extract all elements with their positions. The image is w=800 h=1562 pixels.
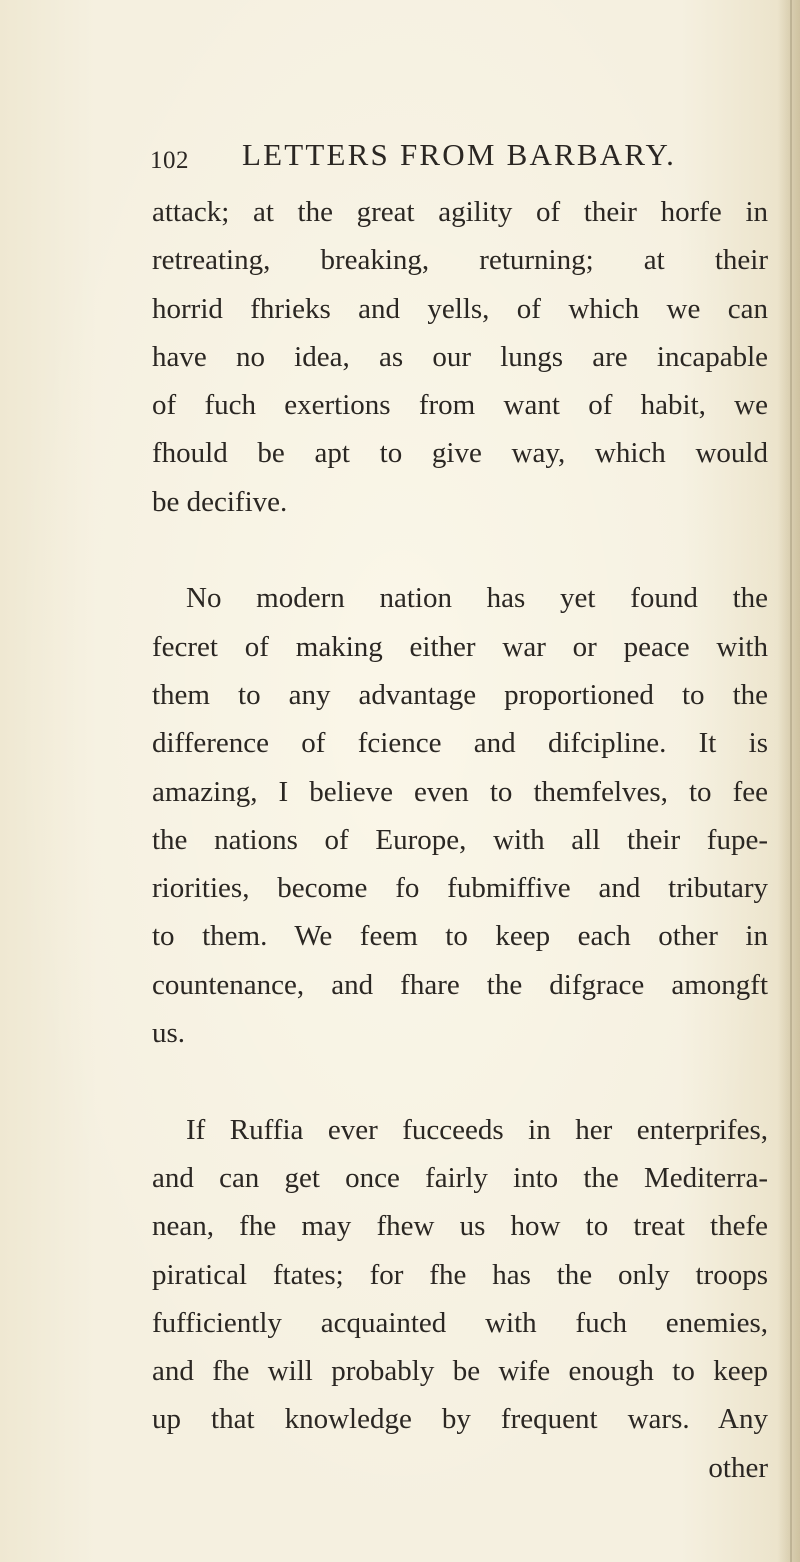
text-line: nean, fhe may fhew us how to treat thefe <box>152 1210 768 1243</box>
text-line: fufficiently acquainted with fuch enemies, <box>152 1306 768 1339</box>
page-header <box>150 137 710 177</box>
text-line: up that knowledge by frequent wars. Any <box>152 1403 768 1436</box>
text-line: If Ruffia ever fucceeds in her enterprifes, <box>186 1113 768 1146</box>
page-number: 102 <box>150 147 189 174</box>
text-line: No modern nation has yet found the <box>186 582 768 615</box>
text-line: them to any advantage proportioned to the <box>152 678 768 711</box>
paragraph-gap <box>152 526 768 574</box>
text-line: and fhe will probably be wife enough to keep <box>152 1355 768 1388</box>
text-line: the nations of Europe, with all their fupe- <box>152 823 768 856</box>
text-line: amazing, I believe even to themfelves, to fee <box>152 775 768 808</box>
text-line: to them. We feem to keep each other in <box>152 920 768 953</box>
running-head: LETTERS FROM BARBARY. <box>242 137 677 172</box>
text-line: retreating, breaking, returning; at their <box>152 244 768 277</box>
text-line: attack; at the great agility of their horfe in <box>152 196 768 228</box>
text-line: and can get once fairly into the Mediterra- <box>152 1161 768 1194</box>
body-text <box>152 188 768 1492</box>
text-line: fhould be apt to give way, which would <box>152 437 768 470</box>
paragraph-gap <box>152 1057 768 1105</box>
paragraph-1 <box>152 188 768 526</box>
paragraph-2 <box>152 574 768 1057</box>
text-line: fecret of making either war or peace with <box>152 630 768 663</box>
page-edge-shadow <box>778 0 800 1562</box>
text-line: have no idea, as our lungs are incapable <box>152 340 768 373</box>
text-line: horrid fhrieks and yells, of which we can <box>152 292 768 325</box>
text-line: be decifive. <box>152 485 288 518</box>
text-line: riorities, become fo fubmiffive and tributary <box>152 872 768 905</box>
text-line: of fuch exertions from want of habit, we <box>152 389 768 422</box>
text-line: piratical ftates; for fhe has the only troops <box>152 1258 768 1291</box>
text-line: countenance, and fhare the difgrace amongft <box>152 968 768 1001</box>
paragraph-3 <box>152 1106 768 1444</box>
page-edge-line <box>790 0 792 1562</box>
text-line: us. <box>152 1017 186 1050</box>
catchword: other <box>708 1451 768 1484</box>
text-line: difference of fcience and difcipline. It is <box>152 727 768 760</box>
